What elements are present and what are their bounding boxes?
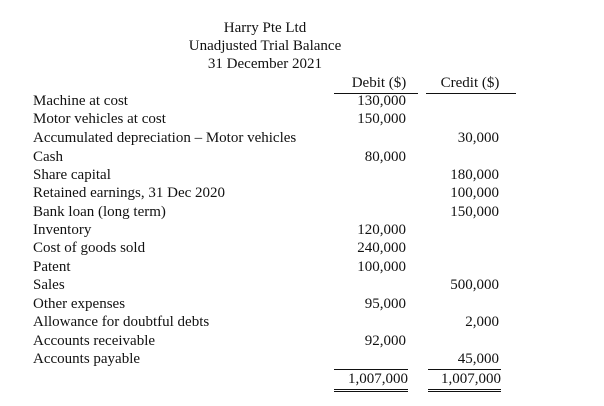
account-label: Retained earnings, 31 Dec 2020 [33, 185, 226, 201]
debit-column-header [344, 75, 414, 92]
debit-value: 130,000 [357, 93, 406, 109]
account-label: Share capital [33, 167, 111, 183]
debit-value: 80,000 [364, 149, 406, 165]
table-row [0, 148, 604, 166]
table-row [0, 129, 604, 147]
credit-value: 150,000 [450, 204, 499, 220]
account-label: Inventory [33, 222, 92, 238]
credit-column-header [432, 75, 508, 92]
company-name: Harry Pte Ltd [223, 20, 307, 36]
debit-value: 150,000 [357, 111, 406, 127]
debit-value: 92,000 [364, 333, 406, 349]
table-row [0, 258, 604, 276]
credit-value: 100,000 [450, 185, 499, 201]
credit-value: 45,000 [457, 351, 499, 367]
report-title: Unadjusted Trial Balance [188, 38, 342, 54]
account-label: Cost of goods sold [33, 240, 146, 256]
table-row [0, 295, 604, 313]
credit-value: 500,000 [450, 277, 499, 293]
account-label: Patent [33, 259, 71, 275]
debit-header-label: Debit ($) [351, 75, 407, 91]
account-label: Allowance for doubtful debts [33, 314, 210, 330]
table-row [0, 350, 604, 368]
table-row [0, 276, 604, 294]
account-label: Bank loan (long term) [33, 204, 166, 220]
table-row [0, 332, 604, 350]
credit-value: 2,000 [465, 314, 499, 330]
table-row [0, 313, 604, 331]
account-label: Motor vehicles at cost [33, 111, 166, 127]
account-label: Cash [33, 149, 63, 165]
credit-value: 30,000 [457, 130, 499, 146]
credit-total: 1,007,000 [428, 369, 501, 392]
table-row [0, 166, 604, 184]
account-label: Accumulated depreciation – Motor vehicles [33, 130, 297, 146]
table-row [0, 184, 604, 202]
debit-value: 95,000 [364, 296, 406, 312]
table-row [0, 221, 604, 239]
table-row [0, 92, 604, 110]
table-row [0, 110, 604, 128]
credit-header-label: Credit ($) [440, 75, 500, 91]
credit-value: 180,000 [450, 167, 499, 183]
table-row [0, 203, 604, 221]
account-label: Accounts receivable [33, 333, 156, 349]
debit-total: 1,007,000 [334, 369, 408, 392]
account-label: Sales [33, 277, 65, 293]
report-date: 31 December 2021 [207, 56, 323, 72]
debit-value: 240,000 [357, 240, 406, 256]
account-label: Other expenses [33, 296, 126, 312]
account-label: Machine at cost [33, 93, 128, 109]
table-row [0, 239, 604, 257]
debit-value: 100,000 [357, 259, 406, 275]
debit-value: 120,000 [357, 222, 406, 238]
account-label: Accounts payable [33, 351, 141, 367]
